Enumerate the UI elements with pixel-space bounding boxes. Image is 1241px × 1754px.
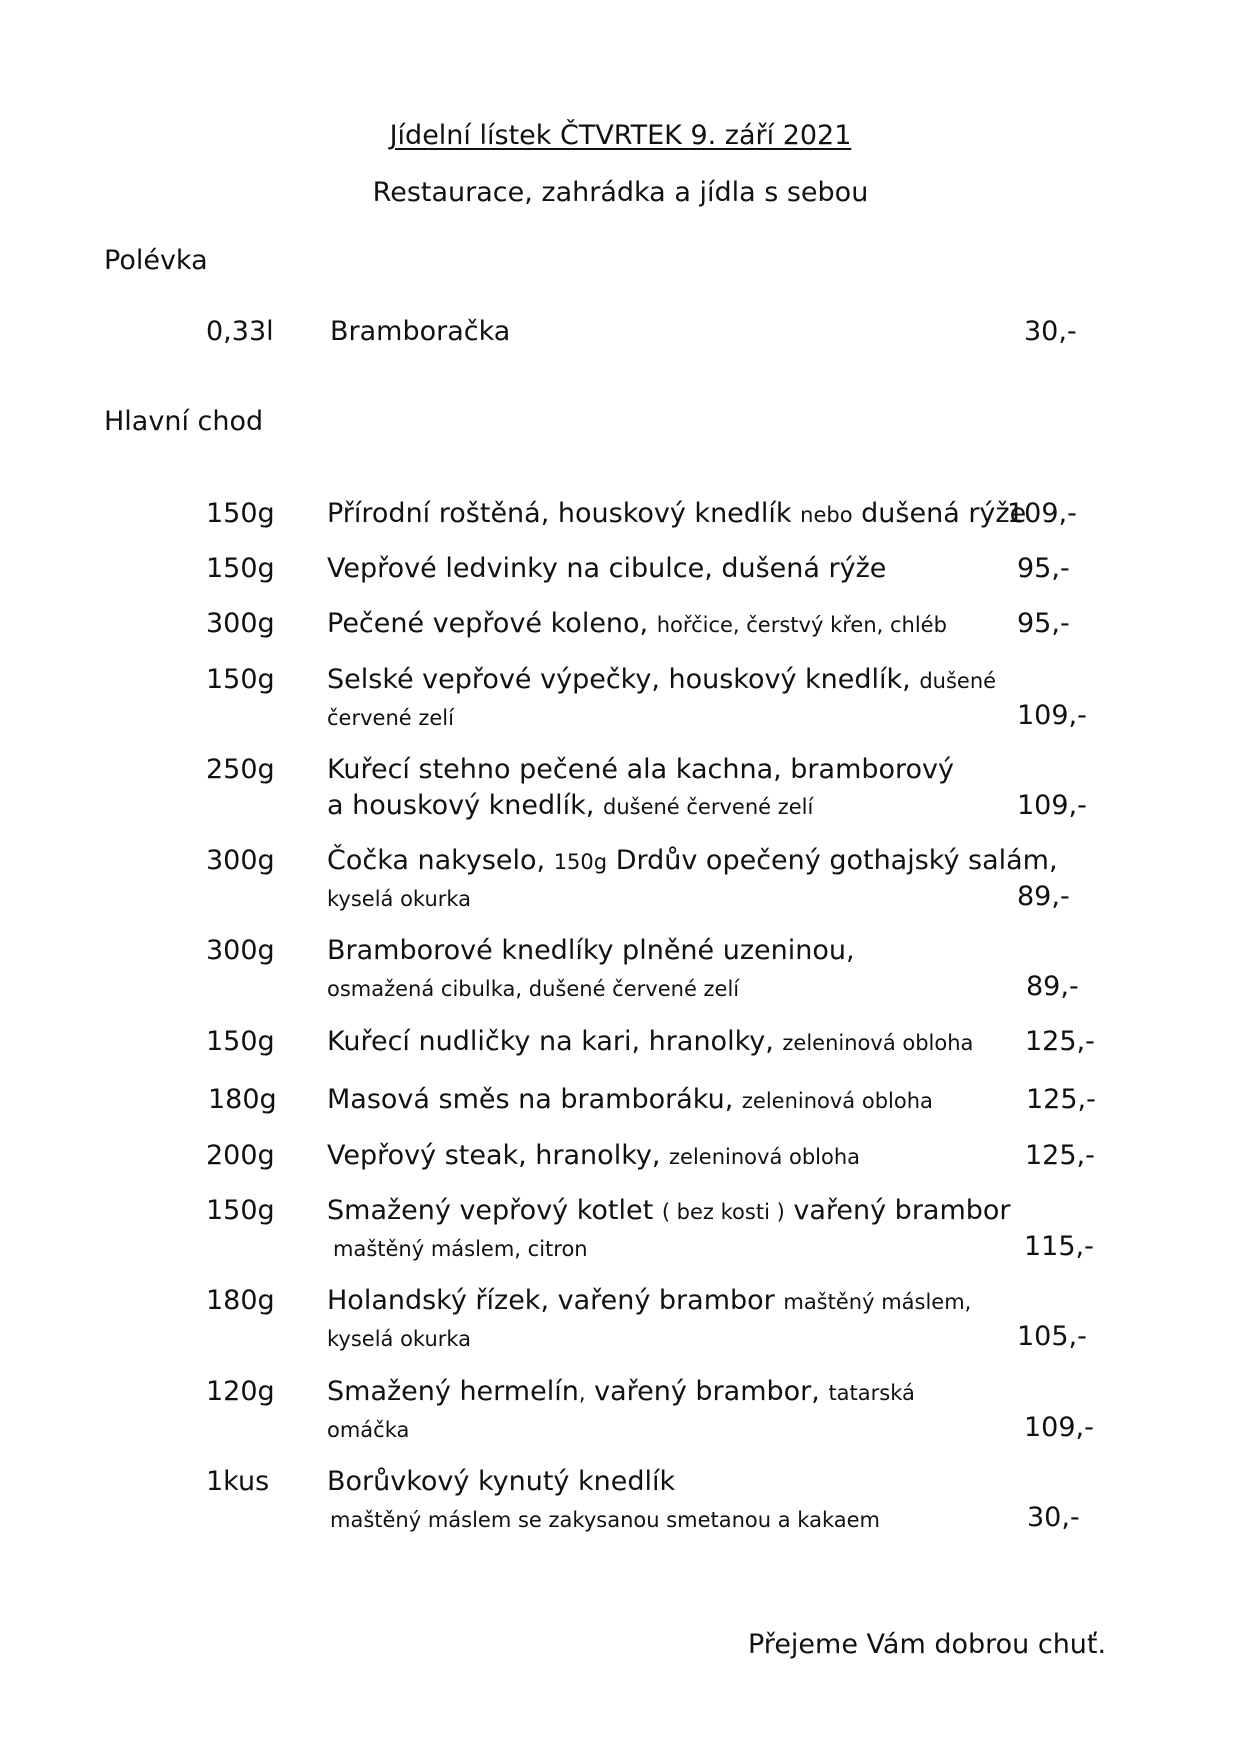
item-description: maštěný máslem, citron [333, 1237, 588, 1261]
item-description: kyselá okurka [327, 1327, 472, 1351]
item-quantity: 150g [206, 553, 275, 584]
item-name: Selské vepřové výpečky, houskový knedlík, dušené [327, 664, 997, 695]
soup-price: 30,- [1024, 316, 1077, 347]
item-name: Vepřový steak, hranolky, zeleninová obloha [327, 1140, 861, 1171]
item-name: Vepřové ledvinky na cibulce, dušená rýže [327, 553, 887, 584]
section-heading-soup: Polévka [104, 245, 208, 276]
item-price: 125,- [1026, 1084, 1096, 1115]
item-description: osmažená cibulka, dušené červené zelí [327, 977, 740, 1001]
item-description: maštěný máslem se zakysanou smetanou a kakaem [330, 1508, 881, 1532]
item-quantity: 150g [206, 664, 275, 695]
item-quantity: 1kus [206, 1466, 270, 1497]
item-name: Smažený vepřový kotlet ( bez kosti ) vařený brambor [327, 1195, 1011, 1226]
item-quantity: 250g [206, 754, 275, 785]
item-name: Bramborové knedlíky plněné uzeninou, [327, 935, 855, 966]
item-quantity: 300g [206, 935, 275, 966]
item-price: 125,- [1025, 1140, 1095, 1171]
item-name-continued: a houskový knedlík, dušené červené zelí [327, 790, 814, 821]
soup-quantity: 0,33l [206, 316, 274, 347]
item-price: 105,- [1017, 1321, 1087, 1352]
item-name: Holandský řízek, vařený brambor maštěný máslem, [327, 1285, 972, 1316]
item-price: 109,- [1007, 498, 1077, 529]
item-name: Přírodní roštěná, houskový knedlík nebo dušená rýže [327, 498, 1027, 529]
item-description: omáčka [327, 1418, 410, 1442]
item-price: 30,- [1027, 1502, 1080, 1533]
item-name: Kuřecí nudličky na kari, hranolky, zeleninová obloha [327, 1026, 974, 1057]
item-quantity: 150g [206, 1195, 275, 1226]
item-price: 125,- [1025, 1026, 1095, 1057]
closing-greeting: Přejeme Vám dobrou chuť. [748, 1629, 1107, 1660]
item-quantity: 300g [206, 845, 275, 876]
item-name: Čočka nakyselo, 150g Drdův opečený gothajský salám, [327, 845, 1058, 876]
section-heading-main: Hlavní chod [104, 406, 264, 437]
item-quantity: 120g [206, 1376, 275, 1407]
item-quantity: 150g [206, 498, 275, 529]
item-name: Smažený hermelín, vařený brambor, tatarská [327, 1376, 915, 1407]
menu-title: Jídelní lístek ČTVRTEK 9. září 2021 [389, 120, 852, 151]
item-price: 115,- [1024, 1231, 1094, 1262]
item-price: 95,- [1017, 608, 1070, 639]
item-description: červené zelí [327, 706, 454, 730]
item-name: Pečené vepřové koleno, hořčice, čerstvý křen, chléb [327, 608, 947, 639]
item-price: 89,- [1026, 971, 1079, 1002]
soup-name: Bramboračka [330, 316, 511, 347]
menu-subtitle: Restaurace, zahrádka a jídla s sebou [372, 177, 869, 208]
item-price: 109,- [1017, 790, 1087, 821]
item-price: 109,- [1017, 700, 1087, 731]
item-quantity: 150g [206, 1026, 275, 1057]
item-quantity: 180g [208, 1084, 277, 1115]
item-name: Kuřecí stehno pečené ala kachna, bramborový [327, 754, 955, 785]
item-quantity: 200g [206, 1140, 275, 1171]
item-price: 95,- [1017, 553, 1070, 584]
item-quantity: 300g [206, 608, 275, 639]
item-name: Borůvkový kynutý knedlík [327, 1466, 676, 1497]
item-description: kyselá okurka [327, 887, 472, 911]
item-price: 89,- [1017, 881, 1070, 912]
item-quantity: 180g [206, 1285, 275, 1316]
item-name: Masová směs na bramboráku, zeleninová obloha [327, 1084, 933, 1115]
item-price: 109,- [1024, 1412, 1094, 1443]
